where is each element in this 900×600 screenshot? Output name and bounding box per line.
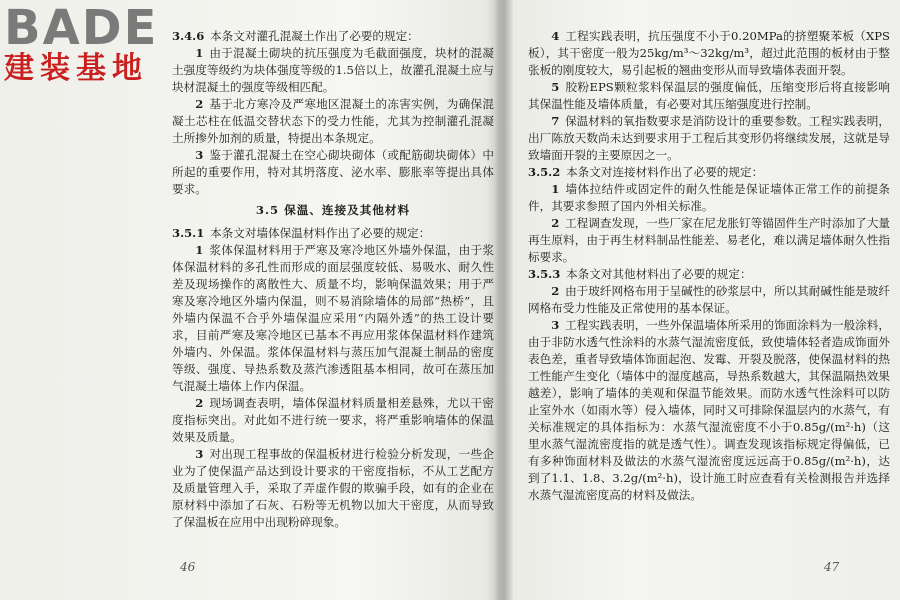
right-page-number: 47 bbox=[824, 560, 840, 574]
paragraph-text: 本条文对其他材料出了必要的规定： bbox=[566, 267, 752, 281]
clause-number: 1 bbox=[551, 182, 560, 196]
item-paragraph bbox=[528, 28, 890, 79]
left-page-text bbox=[172, 28, 494, 531]
clause-number: 2 bbox=[551, 284, 560, 298]
paragraph-text: 胶粉EPS颗粒浆料保温层的强度偏低，压缩变形后将直接影响其保温性能及墙体质量，有必要对其压缩强度进行控制。 bbox=[528, 80, 890, 111]
clause-number: 3 bbox=[195, 447, 204, 461]
item-paragraph bbox=[172, 446, 494, 531]
paragraph-text: 工程实践表明，抗压强度不小于0.20MPa的挤塑聚苯板（XPS板），其干密度一般为25kg/m³～32kg/m³，超过此范围的板材由于整张板的刚度较大，易引起板的翘曲变形从而导致墙体表面开裂。 bbox=[528, 29, 890, 77]
clause-number: 4 bbox=[551, 29, 560, 43]
clause-paragraph bbox=[528, 266, 890, 283]
item-paragraph bbox=[528, 283, 890, 317]
paragraph-text: 由于玻纤网格布用于呈碱性的砂浆层中，所以其耐碱性能是玻纤网格布受力性能及正常使用的基本保证。 bbox=[528, 284, 890, 315]
clause-number: 2 bbox=[195, 97, 204, 111]
paragraph-text: 本条文对墙体保温材料作出了必要的规定： bbox=[210, 226, 431, 240]
paragraph-text: 由于混凝土砌块的抗压强度为毛截面强度，块材的混凝土强度等级约为块体强度等级的1.5倍以上，故灌孔混凝土应与块材混凝土的强度等级相匹配。 bbox=[172, 46, 494, 94]
watermark-logo bbox=[4, 0, 174, 86]
paragraph-text: 工程调查发现，一些厂家在尼龙胀钉等锚固件生产时添加了大量再生原料，由于再生材料制品性能差、易老化，难以满足墙体耐久性指标要求。 bbox=[528, 216, 890, 264]
section-heading: 3.5 保温、连接及其他材料 bbox=[255, 203, 411, 217]
clause-number: 3 bbox=[195, 148, 204, 162]
item-paragraph bbox=[172, 395, 494, 446]
paragraph-text: 本条文对灌孔混凝土作出了必要的规定： bbox=[210, 29, 419, 43]
paragraph-text: 墙体拉结件或固定件的耐久性能是保证墙体正常工作的前提条件，其要求参照了国内外相关标准。 bbox=[528, 182, 890, 213]
clause-number: 2 bbox=[195, 396, 204, 410]
paragraph-text: 鉴于灌孔混凝土在空心砌块砌体（或配筋砌块砌体）中所起的重要作用，特对其坍落度、泌水率、膨胀率等提出具体要求。 bbox=[172, 148, 494, 196]
item-paragraph bbox=[172, 96, 494, 147]
paragraph-text: 本条文对连接材料作出了必要的规定： bbox=[566, 165, 764, 179]
clause-paragraph bbox=[172, 28, 494, 45]
item-paragraph bbox=[528, 181, 890, 215]
clause-number: 3.5.2 bbox=[528, 165, 561, 179]
right-page bbox=[512, 0, 900, 600]
clause-number: 7 bbox=[551, 114, 560, 128]
paragraph-text: 保温材料的氧指数要求是消防设计的重要参数。工程实践表明，出厂陈放天数尚未达到要求用于工程后其变形仍将继续发展，这就是导致墙面开裂的主要原因之一。 bbox=[528, 114, 890, 162]
clause-paragraph bbox=[528, 164, 890, 181]
item-paragraph bbox=[172, 45, 494, 96]
paragraph-text: 现场调查表明，墙体保温材料质量相差悬殊，尤以干密度指标突出。对此如不进行统一要求，将严重影响墙体的保温效果及质量。 bbox=[172, 396, 494, 444]
item-paragraph bbox=[172, 242, 494, 395]
paragraph-text: 浆体保温材料用于严寒及寒冷地区外墙外保温，由于浆体保温材料的多孔性而形成的面层强度较低、易吸水、耐久性差及现场操作的离散性大、质量不均，影响保温效果；用于严寒及寒冷地区外墙内保温，则不易消除墙体的局部“热桥”，且外墙内保温不合乎外墙保温应采用“内隔外透”的热工设计要求，目前严寒及寒冷地区已基本不再应用浆体保温材料作建筑外墙内、外保温。浆体保温材料与蒸压加气混凝土制品的密度等级、强度、导热系数及蒸汽渗透阻基本相同，故可在蒸压加气混凝土墙体上作内保温。 bbox=[172, 243, 494, 393]
item-paragraph bbox=[172, 147, 494, 198]
clause-number: 3.4.6 bbox=[172, 29, 205, 43]
item-paragraph bbox=[528, 79, 890, 113]
item-paragraph bbox=[528, 215, 890, 266]
item-paragraph bbox=[528, 317, 890, 504]
watermark-logo-cn: 建装基地 bbox=[4, 51, 148, 86]
clause-number: 2 bbox=[551, 216, 560, 230]
clause-paragraph bbox=[172, 225, 494, 242]
clause-number: 3.5.3 bbox=[528, 267, 561, 281]
clause-number: 1 bbox=[195, 46, 204, 60]
clause-number: 3.5.1 bbox=[172, 226, 205, 240]
clause-number: 1 bbox=[195, 243, 204, 257]
paragraph-text: 基于北方寒冷及严寒地区混凝土的冻害实例，为确保混凝土芯柱在低温交替状态下的受力性能，尤其为控制灌孔混凝土所掺外加剂的质量，特提出本条规定。 bbox=[172, 97, 494, 145]
left-page-number: 46 bbox=[180, 560, 196, 574]
paragraph-text: 工程实践表明，一些外保温墙体所采用的饰面涂料为一般涂料，由于非防水透气性涂料的水蒸气湿流密度低，致使墙体轻者造成饰面外表色差，重者导致墙体饰面起泡、发霉、开裂及脱落，使保温材料的热工性能产生变化（墙体中的湿度越高，导热系数越大，其保温隔热效果越差），影响了墙体的美观和保温节能效果。而防水透气性涂料可以防止室外水（如雨水等）侵入墙体，同时又可排除保温层内的水蒸气，有关标准规定的具体指标为：水蒸气湿流密度不小于0.85g/(m²·h)（这里水蒸气湿流密度指的就是透气性）。调查发现该指标规定得偏低，已有多种饰面材料及做法的水蒸气湿流密度远远高于0.85g/(m²·h)，达到了1.1、1.8、3.2g/(m²·h)，设计施工时应查看有关检测报告并选择水蒸气湿流密度高的材料及做法。 bbox=[528, 318, 890, 502]
clause-number: 5 bbox=[551, 80, 560, 94]
clause-number: 3 bbox=[551, 318, 560, 332]
paragraph-text: 对出现工程事故的保温板材进行检验分析发现，一些企业为了使保温产品达到设计要求的干密度指标，不从工艺配方及质量管理入手，采取了弄虚作假的欺骗手段，如有的企业在原材料中添加了石灰、石粉等无机物以加大干密度，从而导致了保温板在应用中出现粉碎现象。 bbox=[172, 447, 494, 529]
item-paragraph bbox=[528, 113, 890, 164]
right-page-text bbox=[528, 28, 890, 504]
watermark-logo-latin: BADE bbox=[4, 0, 159, 56]
